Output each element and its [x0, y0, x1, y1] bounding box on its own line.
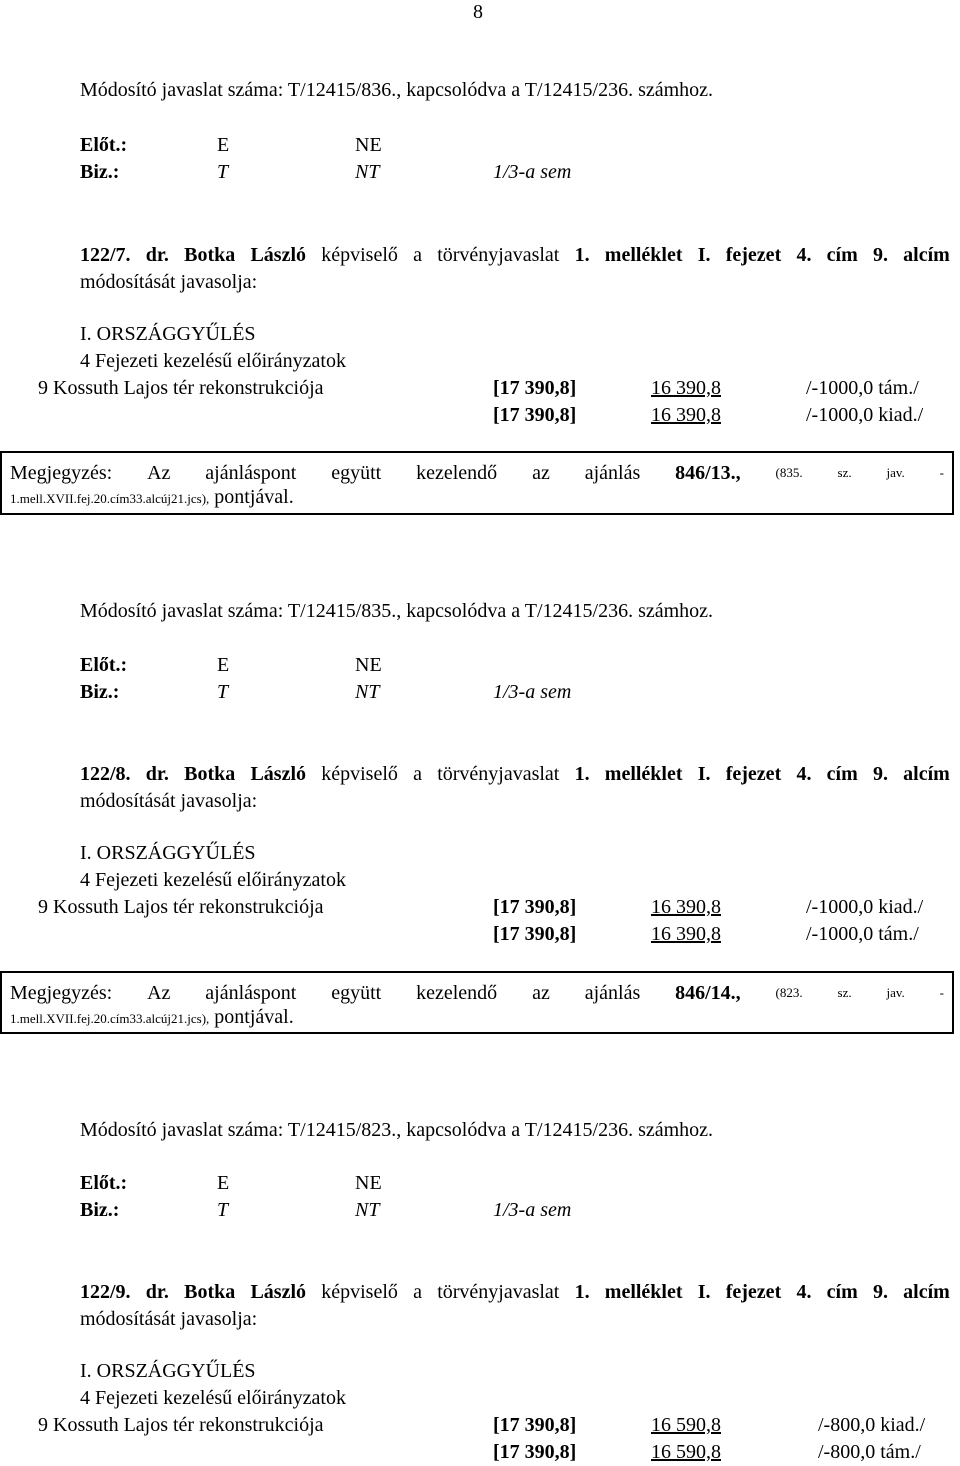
- page-number: 8: [473, 1, 483, 23]
- proposal-line: 122/8. dr. Botka László képviselő a törvényjavaslat 1. melléklet I. fejezet 4. cím 9. alcím: [80, 763, 950, 785]
- elot-ne: NE: [355, 654, 382, 676]
- biz-third: 1/3-a sem: [493, 681, 572, 703]
- new-amount: 16 390,8: [651, 377, 721, 399]
- change-amount: /-1000,0 kiad./: [806, 896, 924, 918]
- note-line: Megjegyzés: Az ajánláspont együtt kezelendő az ajánlás 846/13., (835. sz. jav. -: [10, 462, 944, 484]
- biz-t: T: [217, 1199, 229, 1221]
- amendment-header: Módosító javaslat száma: T/12415/835., kapcsolódva a T/12415/236. számhoz.: [80, 600, 714, 622]
- proposal-line-2: módosítását javasolja:: [80, 790, 258, 812]
- elot-e: E: [217, 1172, 230, 1194]
- biz-t: T: [217, 681, 229, 703]
- old-amount: [17 390,8]: [493, 896, 577, 918]
- biz-third: 1/3-a sem: [493, 1199, 572, 1221]
- elot-label: Előt.:: [80, 1172, 128, 1194]
- old-amount: [17 390,8]: [493, 923, 577, 945]
- biz-t: T: [217, 161, 229, 183]
- proposal-line-2: módosítását javasolja:: [80, 1308, 258, 1330]
- old-amount: [17 390,8]: [493, 1441, 577, 1463]
- old-amount: [17 390,8]: [493, 404, 577, 426]
- old-amount: [17 390,8]: [493, 1414, 577, 1436]
- change-amount: /-1000,0 kiad./: [806, 404, 924, 426]
- proposal-line: 122/7. dr. Botka László képviselő a törvényjavaslat 1. melléklet I. fejezet 4. cím 9. alcím: [80, 244, 950, 266]
- item-title: 9 Kossuth Lajos tér rekonstrukciója: [38, 896, 324, 918]
- note-line-2: 1.mell.XVII.fej.20.cím33.alcúj21.jcs), pontjával.: [10, 1006, 294, 1028]
- note-line-2: 1.mell.XVII.fej.20.cím33.alcúj21.jcs), pontjával.: [10, 486, 294, 508]
- new-amount: 16 390,8: [651, 404, 721, 426]
- old-amount: [17 390,8]: [493, 377, 577, 399]
- biz-nt: NT: [355, 1199, 380, 1221]
- change-amount: /-800,0 kiad./: [818, 1414, 926, 1436]
- proposal-line-2: módosítását javasolja:: [80, 271, 258, 293]
- note-box: [0, 971, 954, 1034]
- elot-label: Előt.:: [80, 654, 128, 676]
- new-amount: 16 590,8: [651, 1441, 721, 1463]
- item-title: 9 Kossuth Lajos tér rekonstrukciója: [38, 1414, 324, 1436]
- note-line: Megjegyzés: Az ajánláspont együtt kezelendő az ajánlás 846/14., (823. sz. jav. -: [10, 982, 944, 1004]
- chapter-title: 4 Fejezeti kezelésű előirányzatok: [80, 1387, 346, 1409]
- item-title: 9 Kossuth Lajos tér rekonstrukciója: [38, 377, 324, 399]
- change-amount: /-1000,0 tám./: [806, 923, 919, 945]
- biz-label: Biz.:: [80, 1199, 120, 1221]
- elot-e: E: [217, 654, 230, 676]
- new-amount: 16 390,8: [651, 896, 721, 918]
- chapter-title: 4 Fejezeti kezelésű előirányzatok: [80, 869, 346, 891]
- elot-label: Előt.:: [80, 134, 128, 156]
- biz-nt: NT: [355, 161, 380, 183]
- elot-ne: NE: [355, 134, 382, 156]
- biz-third: 1/3-a sem: [493, 161, 572, 183]
- new-amount: 16 590,8: [651, 1414, 721, 1436]
- elot-ne: NE: [355, 1172, 382, 1194]
- biz-nt: NT: [355, 681, 380, 703]
- change-amount: /-800,0 tám./: [818, 1441, 921, 1463]
- section-title: I. ORSZÁGGYŰLÉS: [80, 1360, 256, 1382]
- biz-label: Biz.:: [80, 161, 120, 183]
- biz-label: Biz.:: [80, 681, 120, 703]
- section-title: I. ORSZÁGGYŰLÉS: [80, 323, 256, 345]
- amendment-header: Módosító javaslat száma: T/12415/836., kapcsolódva a T/12415/236. számhoz.: [80, 79, 714, 101]
- elot-e: E: [217, 134, 230, 156]
- chapter-title: 4 Fejezeti kezelésű előirányzatok: [80, 350, 346, 372]
- change-amount: /-1000,0 tám./: [806, 377, 919, 399]
- proposal-line: 122/9. dr. Botka László képviselő a törvényjavaslat 1. melléklet I. fejezet 4. cím 9. alcím: [80, 1281, 950, 1303]
- section-title: I. ORSZÁGGYŰLÉS: [80, 842, 256, 864]
- new-amount: 16 390,8: [651, 923, 721, 945]
- amendment-header: Módosító javaslat száma: T/12415/823., kapcsolódva a T/12415/236. számhoz.: [80, 1119, 714, 1141]
- note-box: [0, 451, 954, 515]
